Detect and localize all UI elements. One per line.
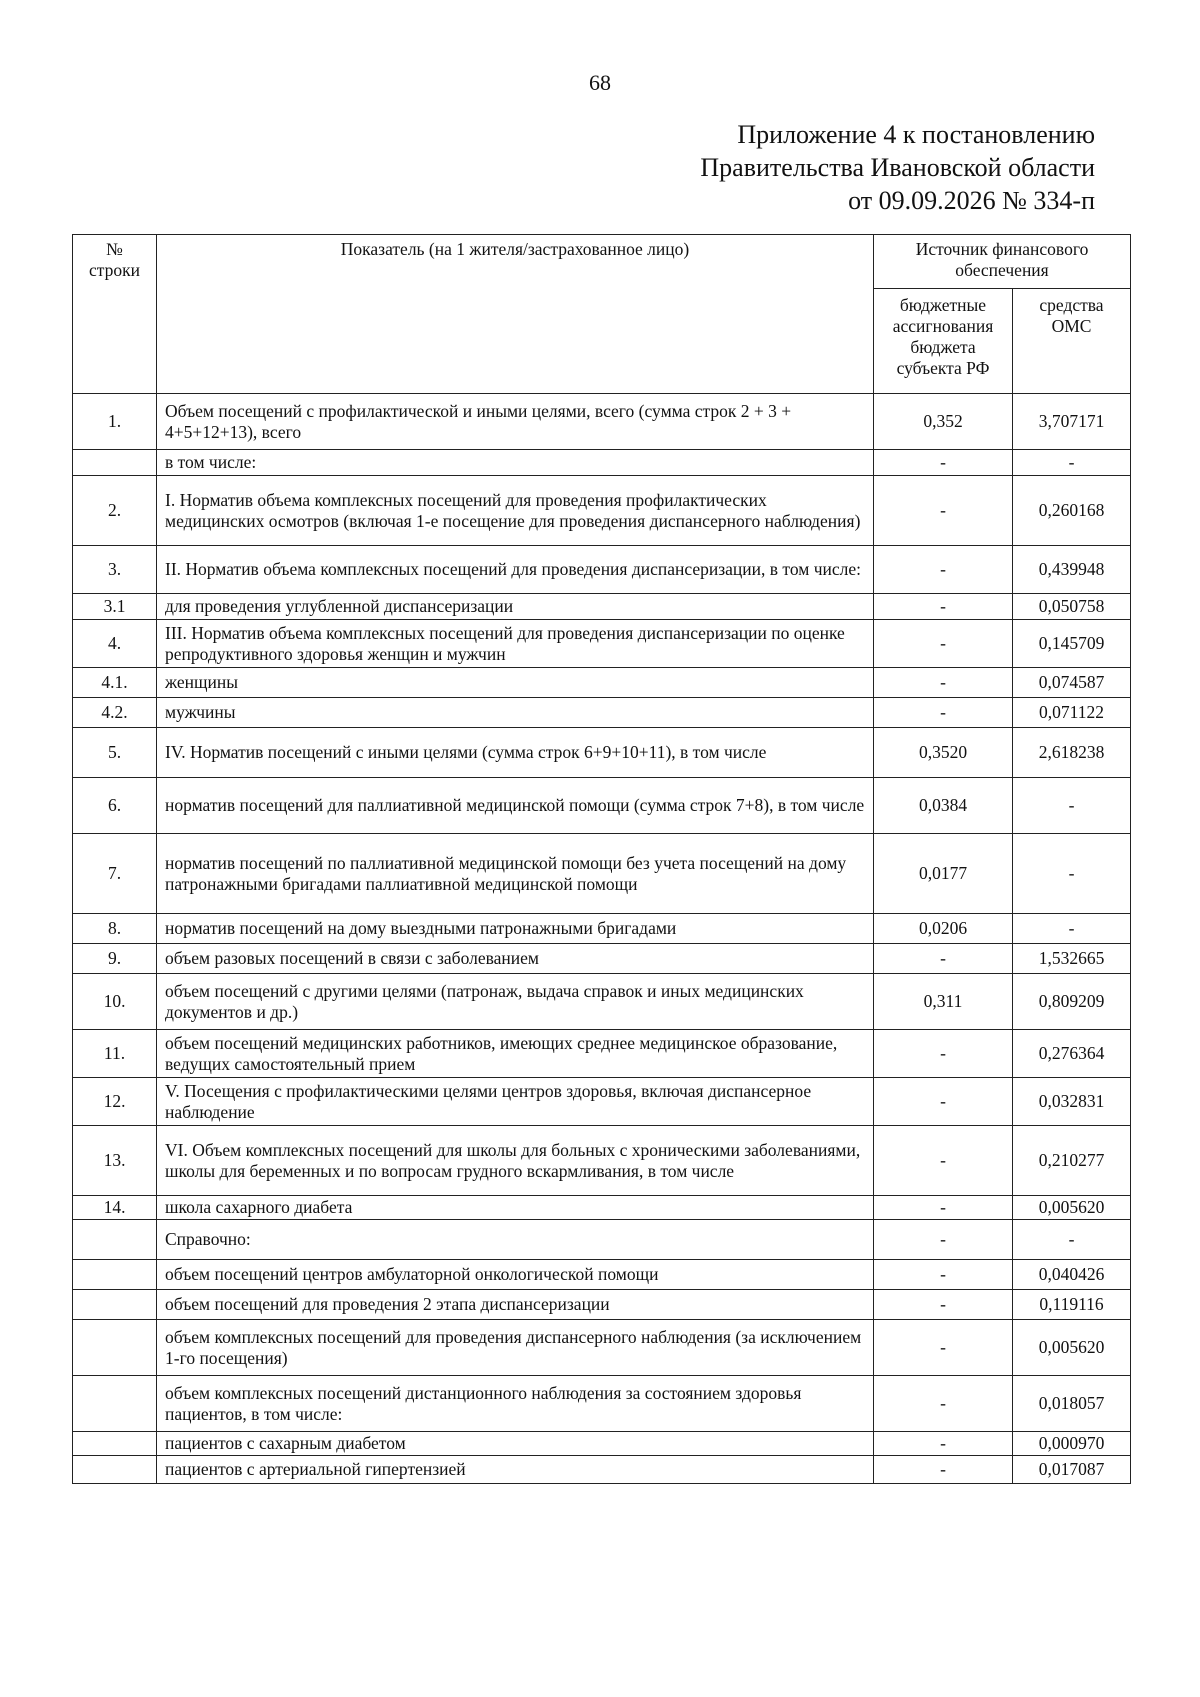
row-indicator: норматив посещений по паллиативной медицинской помощи без учета посещений на дому патронажными бригадами паллиативной медицинской помощи [157,834,874,914]
row-budget-value: - [874,1290,1013,1320]
table-row [73,1078,1131,1126]
row-number: 10. [73,974,157,1030]
header-indicator: Показатель (на 1 жителя/застрахованное лицо) [157,235,874,394]
row-number: 1. [73,394,157,450]
table-header-row [73,235,1131,289]
row-budget-value: 0,0177 [874,834,1013,914]
row-indicator: женщины [157,668,874,698]
table-row [73,450,1131,476]
row-indicator: мужчины [157,698,874,728]
header-line-2: Правительства Ивановской области [700,153,1095,182]
row-budget-value: - [874,1376,1013,1432]
row-indicator: III. Норматив объема комплексных посещений для проведения диспансеризации по оценке репродуктивного здоровья женщин и мужчин [157,620,874,668]
table-row [73,1456,1131,1484]
row-oms-value: 0,074587 [1013,668,1131,698]
row-indicator: V. Посещения с профилактическими целями центров здоровья, включая диспансерное наблюдение [157,1078,874,1126]
row-budget-value: 0,3520 [874,728,1013,778]
row-oms-value: 0,005620 [1013,1320,1131,1376]
row-oms-value: 0,439948 [1013,546,1131,594]
row-indicator: IV. Норматив посещений с иными целями (сумма строк 6+9+10+11), в том числе [157,728,874,778]
table-row [73,1126,1131,1196]
header-line-3: от 09.09.2026 № 334-п [848,186,1095,215]
row-budget-value: - [874,450,1013,476]
row-indicator: объем комплексных посещений для проведения диспансерного наблюдения (за исключением 1-го посещения) [157,1320,874,1376]
table-row [73,728,1131,778]
row-budget-value: - [874,1196,1013,1220]
row-budget-value: - [874,546,1013,594]
row-oms-value: 0,119116 [1013,1290,1131,1320]
row-oms-value: 0,050758 [1013,594,1131,620]
row-oms-value: 0,032831 [1013,1078,1131,1126]
row-indicator: II. Норматив объема комплексных посещений для проведения диспансеризации, в том числе: [157,546,874,594]
row-budget-value: - [874,668,1013,698]
row-number: 12. [73,1078,157,1126]
row-indicator: объем посещений медицинских работников, имеющих среднее медицинское образование, ведущих самостоятельный прием [157,1030,874,1078]
row-budget-value: - [874,1260,1013,1290]
table-row [73,1260,1131,1290]
row-budget-value: 0,0206 [874,914,1013,944]
row-budget-value: - [874,698,1013,728]
row-oms-value: - [1013,778,1131,834]
row-number: 9. [73,944,157,974]
row-indicator: VI. Объем комплексных посещений для школы для больных с хроническими заболеваниями, школы для беременных и по вопросам грудного вскармливания, в том числе [157,1126,874,1196]
table-row [73,1220,1131,1260]
row-indicator: объем комплексных посещений дистанционного наблюдения за состоянием здоровья пациентов, в том числе: [157,1376,874,1432]
row-budget-value: - [874,1126,1013,1196]
table-row [73,1196,1131,1220]
row-oms-value: 0,276364 [1013,1030,1131,1078]
row-indicator: объем разовых посещений в связи с заболеванием [157,944,874,974]
row-budget-value: - [874,1432,1013,1456]
row-budget-value: - [874,594,1013,620]
row-indicator: пациентов с сахарным диабетом [157,1432,874,1456]
row-indicator: объем посещений с другими целями (патронаж, выдача справок и иных медицинских документов и др.) [157,974,874,1030]
row-number [73,1320,157,1376]
table-row [73,1376,1131,1432]
row-indicator: для проведения углубленной диспансеризации [157,594,874,620]
header-oms: средства ОМС [1013,289,1131,394]
row-number: 3.1 [73,594,157,620]
table-row [73,668,1131,698]
row-budget-value: 0,352 [874,394,1013,450]
row-number: 4.1. [73,668,157,698]
row-oms-value: 0,071122 [1013,698,1131,728]
row-oms-value: 0,040426 [1013,1260,1131,1290]
table-row [73,778,1131,834]
header-budget: бюджетные ассигнования бюджета субъекта РФ [874,289,1013,394]
row-indicator: школа сахарного диабета [157,1196,874,1220]
row-number: 6. [73,778,157,834]
row-indicator: объем посещений для проведения 2 этапа диспансеризации [157,1290,874,1320]
header-funding-source: Источник финансового обеспечения [874,235,1131,289]
table-row [73,1030,1131,1078]
row-indicator: объем посещений центров амбулаторной онкологической помощи [157,1260,874,1290]
row-number: 4. [73,620,157,668]
row-budget-value: 0,311 [874,974,1013,1030]
row-number [73,1260,157,1290]
row-oms-value: 0,017087 [1013,1456,1131,1484]
row-number: 11. [73,1030,157,1078]
row-number: 2. [73,476,157,546]
row-oms-value: 0,145709 [1013,620,1131,668]
table-row [73,1432,1131,1456]
row-budget-value: - [874,620,1013,668]
row-oms-value: 0,000970 [1013,1432,1131,1456]
row-number [73,450,157,476]
row-budget-value: 0,0384 [874,778,1013,834]
table-row [73,394,1131,450]
row-indicator: Объем посещений с профилактической и иными целями, всего (сумма строк 2 + 3 + 4+5+12+13), всего [157,394,874,450]
row-oms-value: 0,809209 [1013,974,1131,1030]
table-row [73,620,1131,668]
row-number: 13. [73,1126,157,1196]
row-oms-value: - [1013,1220,1131,1260]
row-budget-value: - [874,1030,1013,1078]
row-number: 7. [73,834,157,914]
row-number: 3. [73,546,157,594]
row-oms-value: 2,618238 [1013,728,1131,778]
row-oms-value: - [1013,834,1131,914]
table-body [73,394,1131,1484]
norms-table [72,234,1131,1484]
row-number [73,1220,157,1260]
row-number: 4.2. [73,698,157,728]
row-budget-value: - [874,1320,1013,1376]
row-oms-value: 0,260168 [1013,476,1131,546]
header-line-1: Приложение 4 к постановлению [737,120,1095,149]
row-budget-value: - [874,1456,1013,1484]
row-indicator: I. Норматив объема комплексных посещений для проведения профилактических медицинских осмотров (включая 1-е посещение для проведения диспансерного наблюдения) [157,476,874,546]
table-row [73,476,1131,546]
table-row [73,698,1131,728]
table-row [73,1290,1131,1320]
row-indicator: в том числе: [157,450,874,476]
row-oms-value: 0,005620 [1013,1196,1131,1220]
row-budget-value: - [874,476,1013,546]
row-indicator: пациентов с артериальной гипертензией [157,1456,874,1484]
row-oms-value: 0,018057 [1013,1376,1131,1432]
row-number: 5. [73,728,157,778]
row-oms-value: 1,532665 [1013,944,1131,974]
table-row [73,594,1131,620]
document-header [700,118,1095,217]
table-row [73,546,1131,594]
table-row [73,974,1131,1030]
row-number: 14. [73,1196,157,1220]
page-number: 68 [589,70,611,95]
row-indicator: Справочно: [157,1220,874,1260]
row-budget-value: - [874,1220,1013,1260]
row-oms-value: 3,707171 [1013,394,1131,450]
row-oms-value: - [1013,914,1131,944]
table-row [73,1320,1131,1376]
table-row [73,914,1131,944]
row-budget-value: - [874,944,1013,974]
header-row-number: № строки [73,235,157,394]
row-number [73,1376,157,1432]
row-number [73,1456,157,1484]
table-row [73,944,1131,974]
row-oms-value: 0,210277 [1013,1126,1131,1196]
row-budget-value: - [874,1078,1013,1126]
row-indicator: норматив посещений для паллиативной медицинской помощи (сумма строк 7+8), в том числе [157,778,874,834]
row-oms-value: - [1013,450,1131,476]
row-number [73,1290,157,1320]
row-number [73,1432,157,1456]
row-indicator: норматив посещений на дому выездными патронажными бригадами [157,914,874,944]
table-row [73,834,1131,914]
row-number: 8. [73,914,157,944]
